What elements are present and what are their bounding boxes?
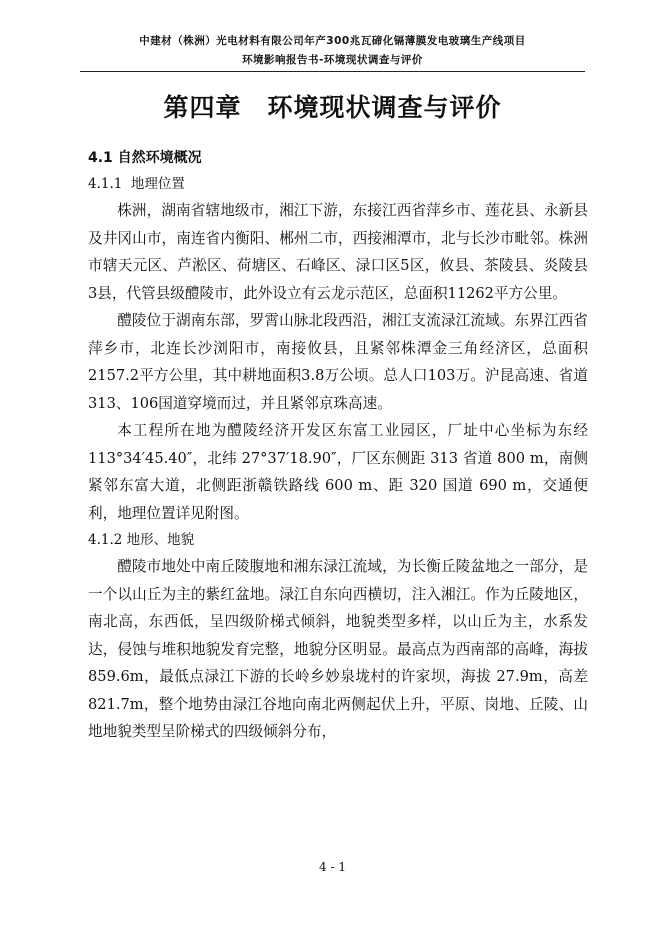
header-report-title: 环境影响报告书-环境现状调查与评价 [242, 54, 423, 66]
chapter-title: 第四章 环境现状调查与评价 [163, 93, 502, 122]
page-number: 4 - 1 [319, 860, 346, 874]
section-heading-4-1-2: 4.1.2 地形、地貌 [88, 532, 195, 548]
paragraph-terrain: 醴陵市地处中南丘陵腹地和湘东渌江流域，为长衡丘陵盆地之一部分，是一个以山丘为主的紫红盆地。渌江自东向西横切，注入湘江。作为丘陵地区，南北高，东西低，呈四级阶梯式倾斜，地貌类型多样，以山丘为主，水系发达，侵蚀与堆积地貌发育完整，地貌分区明显。最高点为西南部的高峰，海拔 859.6m，最低点渌江下游的长岭乡妙泉垅村的许家坝，海拔 27.9m，高差 821.7m，整个地势由渌江谷地向南北两侧起伏上升，平原、岗地、丘陵、山地地貌类型呈阶梯式的四级倾斜分布， [88, 558, 588, 740]
paragraph-project-site: 本工程所在地为醴陵经济开发区东富工业园区，厂址中心坐标为东经 113°34′45.40″，北纬 27°37′18.90″，厂区东侧距 313 省道 800 m，南侧紧邻东富大道，北侧距浙赣铁路线 600 m、距 320 国道 690 m，交通便利，地理位置详见附图。 [88, 422, 588, 522]
header-divider [80, 71, 585, 72]
header-project-title: 中建材（株洲）光电材料有限公司年产300兆瓦碲化镉薄膜发电玻璃生产线项目 [139, 35, 526, 47]
paragraph-zhuzhou: 株洲，湖南省辖地级市，湘江下游，东接江西省萍乡市、莲花县、永新县及井冈山市，南连省内衡阳、郴州二市，西接湘潭市，北与长沙市毗邻。株洲市辖天元区、芦淞区、荷塘区、石峰区、渌口区5区，攸县、茶陵县、炎陵县3县，代管县级醴陵市，此外设立有云龙示范区，总面积11262平方公里。 [88, 202, 588, 302]
section-heading-4-1-1: 4.1.1 地理位置 [88, 176, 185, 192]
page-body [88, 145, 588, 746]
page-header [70, 32, 595, 70]
paragraph-liling: 醴陵位于湖南东部，罗霄山脉北段西沿，湘江支流渌江流域。东界江西省萍乡市，北连长沙浏阳市，南接攸县，且紧邻株潭金三角经济区，总面积2157.2平方公里，其中耕地面积3.8万公顷。总人口103万。沪昆高速、省道313、106国道穿境而过，并且紧邻京珠高速。 [88, 312, 588, 412]
section-heading-4-1: 4.1 自然环境概况 [88, 150, 202, 166]
